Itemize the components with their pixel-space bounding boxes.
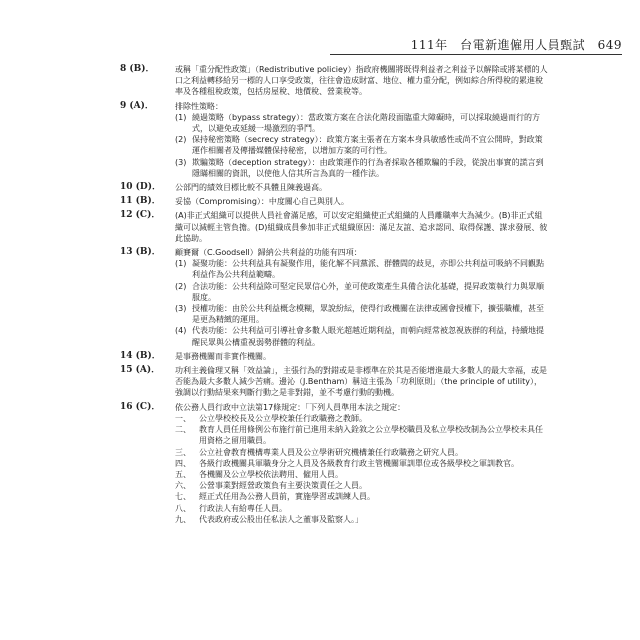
- law-item: [175, 480, 549, 491]
- law-text: 公營事業對經營政策負有主要決策責任之人員。: [199, 481, 367, 491]
- law-item: [175, 469, 549, 480]
- sub-text: 保持秘密策略（secrecy strategy）：政策方案主張者在方案本身具敏感性或尚不宜公開時，對政策運作相關者及傳播媒體保持秘密，以增加方案的可行性。: [192, 135, 543, 156]
- sub-text: 凝聚功能：公共利益具有凝聚作用，能化解不同黨派、群體間的歧見，亦即公共利益可吸納不同觀點利益作為公共利益範疇。: [192, 259, 544, 280]
- header-title: 111年 台電新進僱用人員甄試 649: [410, 38, 622, 52]
- sub-item: [175, 112, 549, 134]
- answer-item-15: [20, 365, 620, 399]
- law-item: [175, 458, 549, 469]
- law-text: 經正式任用為公務人員前，實施學習或訓練人員。: [199, 492, 375, 502]
- law-item: [175, 514, 549, 525]
- sub-item: [175, 157, 549, 179]
- law-text: 代表政府或公股出任私法人之董事及監察人。」: [199, 514, 363, 524]
- answer-number: 15 (A)．: [120, 365, 161, 376]
- answer-number: 9 (A)．: [120, 100, 154, 111]
- answer-intro: 排除性策略：: [175, 101, 223, 111]
- answer-intro: 依公務人員行政中立法第17條規定：「下列人員準用本法之規定：: [175, 402, 406, 412]
- answer-intro: 顧賽爾（C.Goodsell）歸納公共利益的功能有四項：: [175, 248, 362, 258]
- answer-item-11: [20, 196, 620, 207]
- sub-text: 合法功能：公共利益除可堅定民眾信心外，並可使政策產生具備合法化基礎，提昇政策執行力與眾順服度。: [192, 281, 544, 302]
- sub-label: (4): [175, 326, 187, 336]
- sub-label: (1): [175, 259, 187, 269]
- law-text: 行政法人有給專任人員。: [199, 503, 287, 513]
- answer-number: 13 (B)．: [120, 247, 161, 258]
- answer-text: (A)非正式組織可以提供人員社會滿足感，可以安定組織使正式組織的人員離職率大為減少。(B)非正式組織可以減輕主管負擔。(D)組織成員參加非正式組織原因：滿足友誼、追求認同、取得保護、謀求發展、彼此協助。: [175, 211, 548, 243]
- law-label: 一、: [175, 413, 191, 423]
- page-header: [330, 32, 622, 58]
- answer-number: 10 (D)．: [120, 182, 161, 193]
- sub-item: [175, 325, 549, 347]
- sub-label: (3): [175, 157, 187, 167]
- answer-list: [20, 64, 620, 525]
- answer-item-13: [20, 247, 620, 348]
- law-label: 四、: [175, 458, 191, 468]
- answer-number: 8 (B)．: [120, 64, 155, 74]
- sub-item: [175, 134, 549, 156]
- answer-number: 12 (C)．: [120, 210, 161, 221]
- answer-item-14: [20, 351, 620, 362]
- law-label: 六、: [175, 481, 191, 491]
- law-item: [175, 413, 549, 424]
- law-item: [175, 424, 549, 446]
- law-label: 三、: [175, 447, 191, 457]
- sub-text: 繞過策略（bypass strategy）：當政策方案在合法化階段面臨重大障礙時，可以採取繞過而行的方式，以避免或延緩一場激烈的爭鬥。: [192, 112, 541, 134]
- law-text: 公立學校校長及公立學校兼任行政職務之教師。: [199, 413, 367, 423]
- sub-text: 欺騙策略（deception strategy）：由政策運作的行為者採取各種欺騙的手段，從說出事實的謊言到隱瞞相關的資訊，以使他人信其所言為真的一種作法。: [192, 157, 544, 178]
- answer-text: 妥協（Compromising）：中度關心自己與別人。: [175, 197, 349, 207]
- law-label: 五、: [175, 469, 191, 479]
- answer-item-9: [20, 101, 620, 179]
- law-label: 八、: [175, 503, 191, 513]
- law-text: 教育人員任用條例公布施行前已進用未納入銓敘之公立學校職員及私立學校改制為公立學校未具任用資格之留用職員。: [199, 425, 543, 446]
- law-label: 九、: [175, 514, 191, 524]
- law-text: 公立社會教育機構專業人員及公立學術研究機構兼任行政職務之研究人員。: [199, 447, 463, 457]
- answer-item-12: [20, 210, 620, 244]
- sub-text: 代表功能：公共利益可引導社會多數人眼光超越近期利益，而朝向經常被忽視族群的利益，持續地提醒民眾與公構重視弱勢群體的利益。: [192, 326, 544, 347]
- answer-text: 功利主義倫理又稱「效益論」，主張行為的對錯或是非標準在於其是否能增進最大多數人的最大幸福，或是否能為最大多數人減少苦痛。邊沁（J.Bentham）稱這主張為「功利原則」（the principle of utility），強調以行動結果來判斷行動之是非對錯，並不考慮行動的動機。: [175, 366, 547, 398]
- sub-label: (2): [175, 135, 187, 145]
- answer-text: 或稱「重分配性政策」（Redistributive policiey）指政府機關將既得利益者之利益予以解除或將某標的人口之利益轉移給另一標的人口享受政策，往往會造成財富、地位、權力重分配，例如綜合所得稅的累進稅率及各種租稅政策，包括房屋稅、地價稅、營業稅等。: [175, 65, 548, 97]
- sub-item: [175, 303, 549, 325]
- answer-number: 14 (B)．: [120, 350, 161, 361]
- law-label: 七、: [175, 492, 191, 502]
- answer-item-10: [20, 182, 620, 193]
- sub-item: [175, 281, 549, 303]
- answer-item-8: [20, 64, 620, 98]
- answer-item-16: [20, 402, 620, 525]
- answer-number: 16 (C)．: [120, 401, 161, 412]
- sub-label: (2): [175, 281, 187, 291]
- sub-label: (3): [175, 304, 187, 314]
- law-item: [175, 447, 549, 458]
- law-label: 二、: [175, 425, 191, 435]
- sub-item: [175, 258, 549, 280]
- answer-text: 是事務機關而非實作機關。: [175, 351, 271, 361]
- law-text: 各級行政機關具軍職身分之人員及各級教育行政主管機關軍訓單位或各級學校之軍訓教官。: [199, 458, 519, 468]
- answer-text: 公部門的績效目標比較不具體且陳義過高。: [175, 183, 327, 193]
- sub-label: (1): [175, 112, 187, 122]
- law-item: [175, 491, 549, 502]
- law-item: [175, 503, 549, 514]
- answer-number: 11 (B)．: [120, 196, 161, 207]
- sub-text: 授權功能：由於公共利益概念模糊，眾說紛紜，使得行政機關在法律或國會授權下，擴張職權，甚至是更為精緻的運用。: [192, 304, 544, 325]
- header-rule: [330, 54, 622, 55]
- law-text: 各機關及公立學校依法聘用、僱用人員。: [199, 469, 343, 479]
